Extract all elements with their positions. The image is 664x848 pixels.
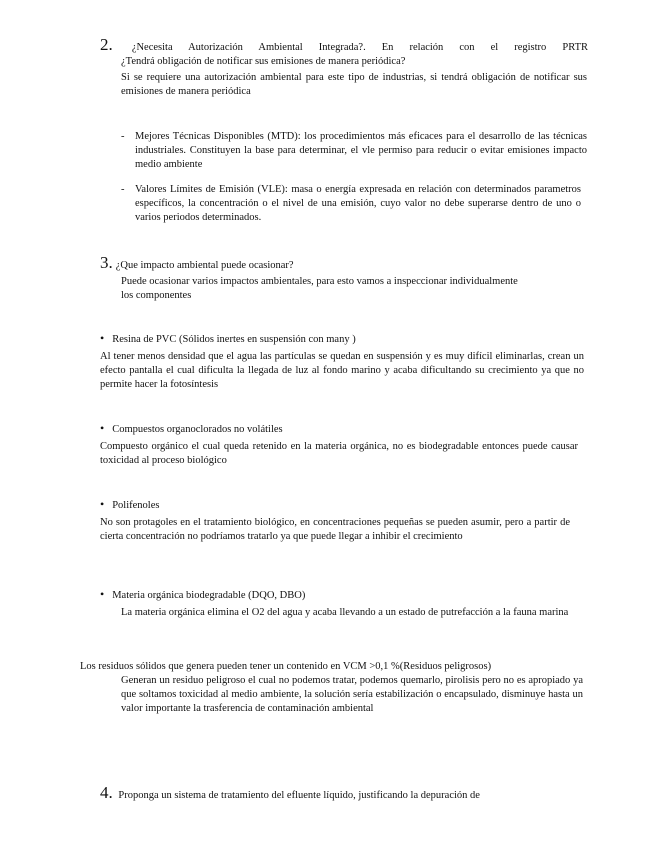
question-2-line2: ¿Tendrá obligación de notificar sus emisiones de manera periódica?: [121, 56, 406, 67]
dash-marker: -: [121, 184, 125, 195]
impact-text: La materia orgánica elimina el O2 del agua y acaba llevando a un estado de putrefacción a la fauna marina: [121, 607, 569, 618]
question-4: [100, 783, 590, 803]
question-2: [100, 35, 588, 55]
question-3-intro: Puede ocasionar varios impactos ambientales, para esto vamos a inspeccionar individualmente los componentes: [121, 276, 518, 301]
impact-text: Compuesto orgánico el cual queda retenido en la materia orgánica, no es biodegradable entonces puede causar toxicidad al proceso biológico: [100, 441, 578, 466]
bullet-icon: •: [100, 587, 105, 601]
dash-marker: -: [121, 131, 125, 142]
residuos-text: Generan un residuo peligroso el cual no podemos tratar, podemos quemarlo, pirolisis pero no es apropiado ya que soltamos toxicidad al medio ambiente, la solución sería estabilización o encapsulado, disminuye hasta un valor importante la trasferencia de contaminación ambiental: [121, 675, 583, 714]
question-2-answer: Si se requiere una autorización ambiental para este tipo de industrias, si tendrá obligación de notificar sus emisiones de manera periódica: [121, 72, 587, 97]
question-2-line1: ¿Necesita Autorización Ambiental Integrada?. En relación con el registro PRTR: [131, 42, 588, 53]
question-number: 2.: [100, 35, 113, 54]
impact-heading: • Resina de PVC (Sólidos inertes en suspensión con many ): [100, 331, 356, 345]
impact-text: Al tener menos densidad que el agua las partículas se quedan en suspensión y es muy difícil eliminarlas, crean un efecto pantalla el cual dificulta la llegada de luz al fondo marino y acaba dificultando su crecimiento ya que no permite hacer la fotosíntesis: [100, 351, 584, 390]
bullet-icon: •: [100, 421, 105, 435]
definition-vle: - Valores Límites de Emisión (VLE): masa o energía expresada en relación con determinados parametros específicos, la concentración o el nivel de una emisión, cuyo valor no debe superarse dentro de uno o varios periodos determinados.: [121, 184, 581, 223]
question-3-title: ¿Que impacto ambiental puede ocasionar?: [115, 260, 294, 271]
bullet-icon: •: [100, 497, 105, 511]
residuos-lead: Los residuos sólidos que genera pueden tener un contenido en VCM >0,1 %(Residuos peligrosos): [80, 661, 492, 672]
impact-heading: • Compuestos organoclorados no volátiles: [100, 421, 283, 435]
question-number: 4.: [100, 783, 113, 802]
question-number: 3.: [100, 253, 113, 272]
impact-heading: • Materia orgánica biodegradable (DQO, DBO): [100, 587, 306, 601]
bullet-icon: •: [100, 331, 105, 345]
impact-text: No son protagoles en el tratamiento biológico, en concentraciones pequeñas se pueden asumir, pero a partir de cierta concentración no podríamos tratarlo ya que puede llegar a inhibir el crecimiento: [100, 517, 570, 542]
definition-mtd: - Mejores Técnicas Disponibles (MTD): los procedimientos más eficaces para el desarrollo de las técnicas industriales. Constituyen la base para determinar, el vle permiso para reducir o evitar emisiones impacto medio ambiente: [121, 131, 587, 170]
question-3: [100, 253, 570, 273]
impact-heading: • Polifenoles: [100, 497, 160, 511]
question-4-text: Proponga un sistema de tratamiento del efluente líquido, justificando la depuración de: [118, 790, 480, 801]
